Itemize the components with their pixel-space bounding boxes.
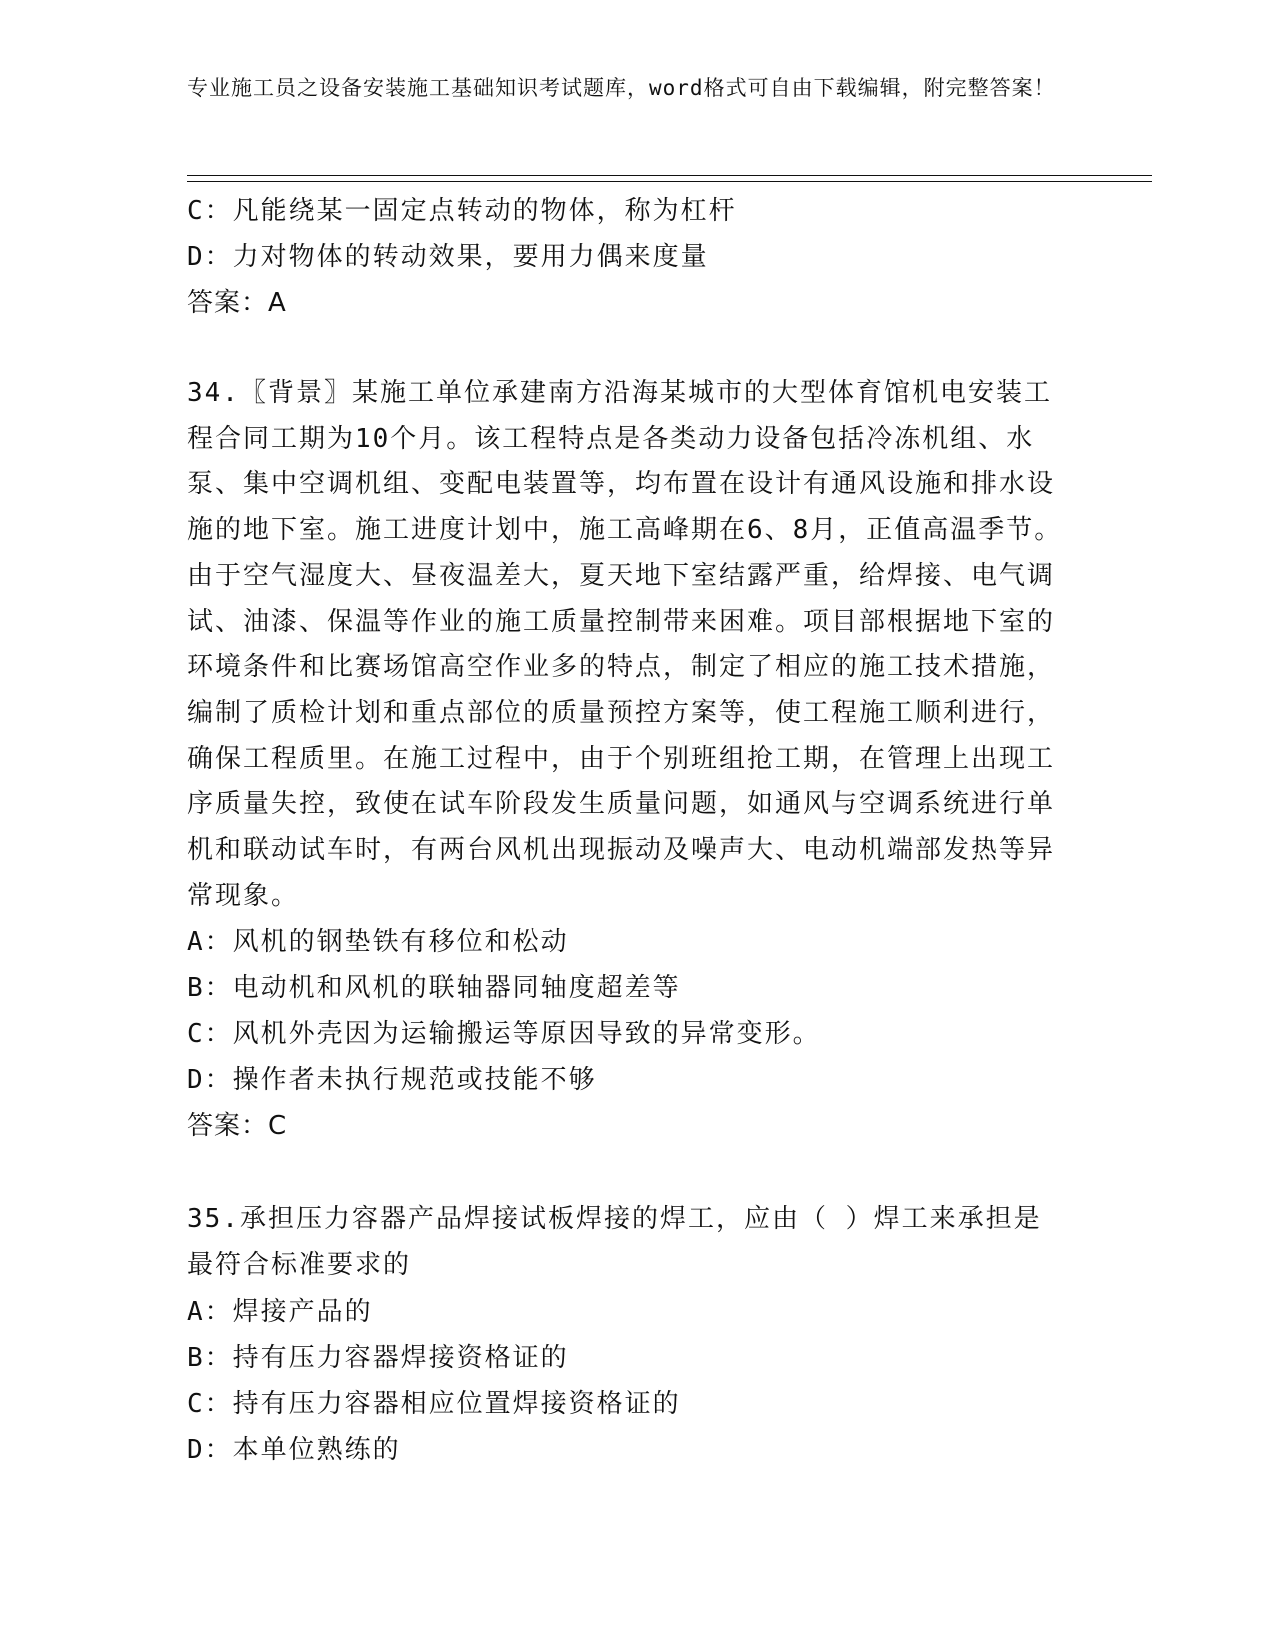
q35-option-c: C：持有压力容器相应位置焊接资格证的 bbox=[187, 1388, 681, 1419]
q35-option-d: D：本单位熟练的 bbox=[187, 1434, 401, 1465]
spacer bbox=[187, 326, 1067, 371]
q34-answer: 答案：C bbox=[187, 1111, 288, 1142]
option-d: D：力对物体的转动效果，要用力偶来度量 bbox=[187, 242, 709, 272]
q35-option-b: B：持有压力容器焊接资格证的 bbox=[187, 1342, 569, 1373]
q34-option-b: B：电动机和风机的联轴器同轴度超差等 bbox=[187, 973, 681, 1004]
question-34-stem: 34.〖背景〗某施工单位承建南方沿海某城市的大型体育馆机电安装工程合同工期为10个月。该工程特点是各类动力设备包括冷冻机组、水泵、集中空调机组、变配电装置等，均布置在设计有通风设施和排水设施的地下室。施工进度计划中，施工高峰期在6、8月，正值高温季节。由于空气湿度大、昼夜温差大，夏天地下室结露严重，给焊接、电气调试、油漆、保温等作业的施工质量控制带来困难。项目部根据地下室的环境条件和比赛场馆高空作业多的特点，制定了相应的施工技术措施，编制了质检计划和重点部位的质量预控方案等，使工程施工顺利进行，确保工程质里。在施工过程中，由于个别班组抢工期，在管理上出现工序质量失控，致使在试车阶段发生质量问题，如通风与空调系统进行单机和联动试车时，有两台风机出现振动及噪声大、电动机端部发热等异常现象。 bbox=[187, 378, 1063, 911]
question-35-stem: 35.承担压力容器产品焊接试板焊接的焊工，应由（ ）焊工来承担是最符合标准要求的 bbox=[187, 1204, 1042, 1281]
option-c: C：凡能绕某一固定点转动的物体，称为杠杆 bbox=[187, 196, 737, 226]
header-rule-bottom bbox=[187, 181, 1152, 182]
q34-option-c: C：风机外壳因为运输搬运等原因导致的异常变形。 bbox=[187, 1019, 821, 1050]
spacer bbox=[187, 1149, 1067, 1197]
question-content bbox=[187, 188, 1067, 1473]
document-header: 专业施工员之设备安装施工基础知识考试题库，word格式可自由下载编辑，附完整答案！ bbox=[187, 76, 1056, 100]
header-rule-top bbox=[187, 175, 1152, 176]
q34-option-d: D：操作者未执行规范或技能不够 bbox=[187, 1065, 597, 1096]
answer-label: 答案：A bbox=[187, 288, 287, 318]
q34-option-a: A：风机的钢垫铁有移位和松动 bbox=[187, 927, 569, 958]
q35-option-a: A：焊接产品的 bbox=[187, 1296, 373, 1327]
